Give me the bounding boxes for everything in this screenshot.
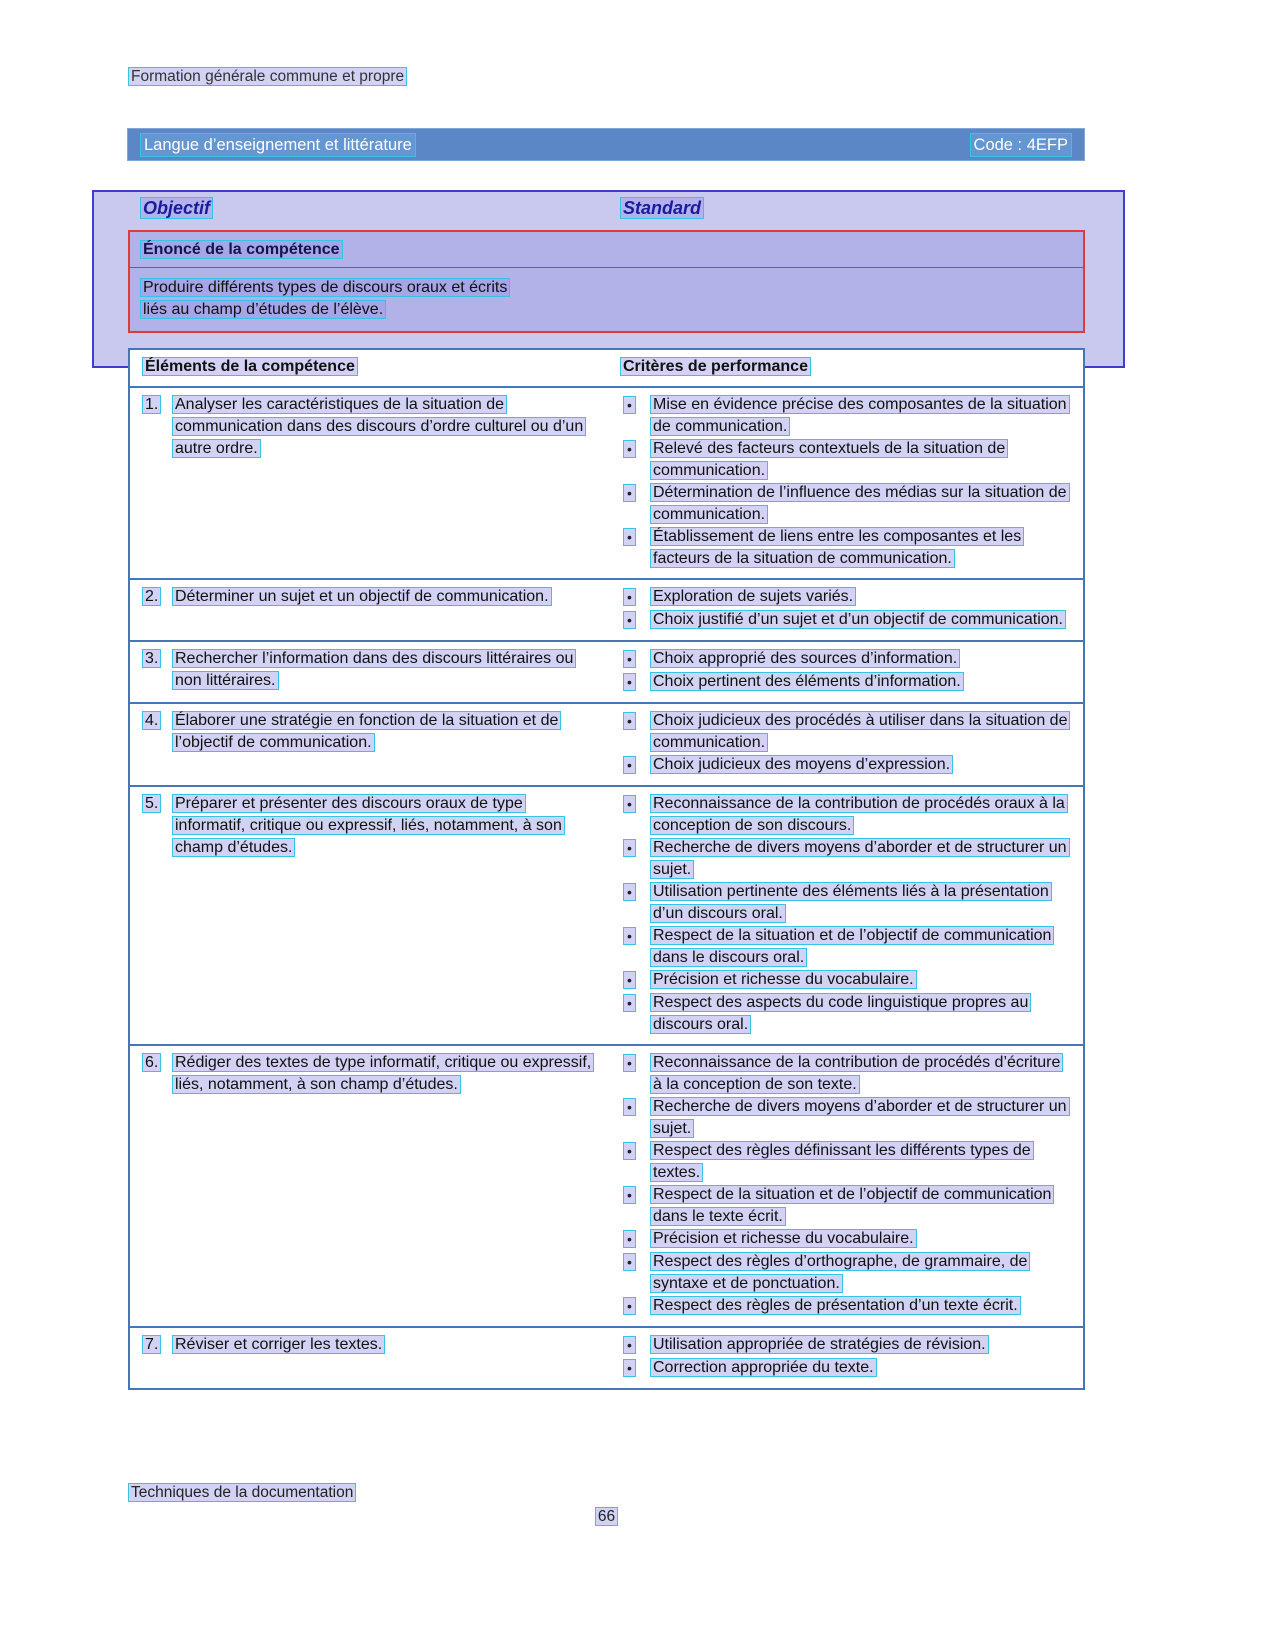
criterion-item <box>620 648 1073 671</box>
element-text: Réviser et corriger les textes. <box>172 1335 385 1354</box>
criterion-item <box>620 1357 1073 1380</box>
table-row <box>130 1326 1083 1388</box>
criterion-text: Reconnaissance de la contribution de procédés d’écriture à la conception de son texte. <box>650 1053 1063 1094</box>
column-header-criteres <box>608 356 1083 378</box>
row-number: 7. <box>142 1335 161 1354</box>
criterion-item <box>620 1251 1073 1295</box>
objectif-heading <box>140 197 213 219</box>
column-header-criteres-text: Critères de performance <box>620 357 811 376</box>
bullet-icon: • <box>623 1253 636 1271</box>
criterion-item <box>620 881 1073 925</box>
standard-heading-text: Standard <box>620 197 704 219</box>
criterion-item <box>620 1140 1073 1184</box>
criteria-cell <box>608 793 1083 1036</box>
criterion-item <box>620 925 1073 969</box>
criterion-text: Respect des aspects du code linguistique propres au discours oral. <box>650 993 1031 1034</box>
table-row <box>130 578 1083 640</box>
criterion-text: Correction appropriée du texte. <box>650 1358 877 1377</box>
column-header-elements-text: Éléments de la compétence <box>142 357 358 376</box>
criterion-text: Reconnaissance de la contribution de procédés oraux à la conception de son discours. <box>650 794 1068 835</box>
bullet-icon: • <box>623 396 636 414</box>
table-body <box>130 388 1083 1388</box>
bullet-icon: • <box>623 528 636 546</box>
criterion-text: Exploration de sujets variés. <box>650 587 856 606</box>
enonce-line-1: Produire différents types de discours oraux et écrits <box>140 278 510 297</box>
objectif-heading-text: Objectif <box>140 197 213 219</box>
bullet-icon: • <box>623 1098 636 1116</box>
bullet-icon: • <box>623 440 636 458</box>
course-header-bar <box>127 128 1085 161</box>
table-row <box>130 1044 1083 1326</box>
competence-table <box>128 348 1085 1390</box>
element-cell <box>130 710 608 777</box>
course-code: Code : 4EFP <box>970 133 1072 157</box>
criterion-item <box>620 609 1073 632</box>
enonce-competence-box <box>128 230 1085 333</box>
criterion-text: Choix judicieux des procédés à utiliser dans la situation de communication. <box>650 711 1070 752</box>
criterion-item <box>620 526 1073 570</box>
criteria-cell <box>608 710 1083 777</box>
page-number-text: 66 <box>595 1507 618 1526</box>
standard-heading <box>620 197 704 219</box>
document-section-label <box>128 66 407 88</box>
criterion-item <box>620 1228 1073 1251</box>
criterion-item <box>620 1052 1073 1096</box>
criteria-cell <box>608 648 1083 694</box>
footer-label-text: Techniques de la documentation <box>128 1483 356 1502</box>
criterion-text: Mise en évidence précise des composantes de la situation de communication. <box>650 395 1070 436</box>
criterion-item <box>620 1295 1073 1318</box>
row-number: 6. <box>142 1053 161 1072</box>
bullet-icon: • <box>623 588 636 606</box>
criterion-text: Recherche de divers moyens d’aborder et de structurer un sujet. <box>650 1097 1070 1138</box>
bullet-icon: • <box>623 673 636 691</box>
criterion-item <box>620 969 1073 992</box>
criterion-text: Précision et richesse du vocabulaire. <box>650 970 917 989</box>
criteria-cell <box>608 1334 1083 1380</box>
element-cell <box>130 648 608 694</box>
column-header-elements <box>130 356 608 378</box>
table-row <box>130 702 1083 785</box>
row-number: 3. <box>142 649 161 668</box>
course-title: Langue d’enseignement et littérature <box>140 133 416 157</box>
element-text: Rechercher l’information dans des discours littéraires ou non littéraires. <box>172 649 576 690</box>
criterion-text: Choix pertinent des éléments d’information. <box>650 672 964 691</box>
criterion-text: Respect de la situation et de l’objectif de communication dans le texte écrit. <box>650 1185 1054 1226</box>
bullet-icon: • <box>623 1359 636 1377</box>
footer-section-label <box>128 1482 356 1504</box>
enonce-line-2: liés au champ d’études de l’élève. <box>140 300 386 319</box>
criterion-text: Respect des règles de présentation d’un texte écrit. <box>650 1296 1021 1315</box>
criterion-text: Respect des règles définissant les différents types de textes. <box>650 1141 1034 1182</box>
element-cell <box>130 394 608 570</box>
table-row <box>130 388 1083 578</box>
criterion-item <box>620 837 1073 881</box>
criterion-item <box>620 1096 1073 1140</box>
enonce-heading-row <box>130 232 1083 268</box>
bullet-icon: • <box>623 756 636 774</box>
bullet-icon: • <box>623 883 636 901</box>
table-row <box>130 785 1083 1044</box>
bullet-icon: • <box>623 1054 636 1072</box>
criterion-text: Détermination de l’influence des médias sur la situation de communication. <box>650 483 1070 524</box>
criteria-cell <box>608 1052 1083 1318</box>
criterion-text: Respect des règles d’orthographe, de grammaire, de syntaxe et de ponctuation. <box>650 1252 1030 1293</box>
bullet-icon: • <box>623 927 636 945</box>
element-cell <box>130 586 608 632</box>
table-row <box>130 640 1083 702</box>
criterion-text: Utilisation pertinente des éléments liés à la présentation d’un discours oral. <box>650 882 1052 923</box>
element-text: Préparer et présenter des discours oraux de type informatif, critique ou expressif, liés, notamment, à son champ d’études. <box>172 794 565 857</box>
element-text: Analyser les caractéristiques de la situation de communication dans des discours d’ordre culturel ou d’un autre ordre. <box>172 395 586 458</box>
criterion-text: Choix judicieux des moyens d’expression. <box>650 755 953 774</box>
criterion-item <box>620 482 1073 526</box>
row-number: 4. <box>142 711 161 730</box>
objectif-standard-box <box>92 190 1125 368</box>
criteria-cell <box>608 586 1083 632</box>
row-number: 2. <box>142 587 161 606</box>
bullet-icon: • <box>623 712 636 730</box>
criterion-item <box>620 793 1073 837</box>
criterion-text: Établissement de liens entre les composantes et les facteurs de la situation de communication. <box>650 527 1024 568</box>
criterion-text: Relevé des facteurs contextuels de la situation de communication. <box>650 439 1008 480</box>
element-text: Élaborer une stratégie en fonction de la situation et de l’objectif de communication. <box>172 711 561 752</box>
criterion-item <box>620 671 1073 694</box>
page-number <box>128 1506 1085 1528</box>
element-cell <box>130 1052 608 1318</box>
bullet-icon: • <box>623 1142 636 1160</box>
criterion-text: Respect de la situation et de l’objectif de communication dans le discours oral. <box>650 926 1054 967</box>
bullet-icon: • <box>623 484 636 502</box>
bullet-icon: • <box>623 839 636 857</box>
criteria-cell <box>608 394 1083 570</box>
bullet-icon: • <box>623 795 636 813</box>
criterion-text: Choix justifié d’un sujet et d’un objectif de communication. <box>650 610 1066 629</box>
criterion-text: Choix approprié des sources d’information. <box>650 649 960 668</box>
bullet-icon: • <box>623 1186 636 1204</box>
bullet-icon: • <box>623 1336 636 1354</box>
row-number: 5. <box>142 794 161 813</box>
criterion-item <box>620 586 1073 609</box>
table-header-row <box>130 350 1083 388</box>
bullet-icon: • <box>623 971 636 989</box>
enonce-body <box>130 268 1083 331</box>
row-number: 1. <box>142 395 161 414</box>
criterion-item <box>620 1334 1073 1357</box>
bullet-icon: • <box>623 1230 636 1248</box>
criterion-text: Utilisation appropriée de stratégies de révision. <box>650 1335 989 1354</box>
criterion-text: Recherche de divers moyens d’aborder et de structurer un sujet. <box>650 838 1070 879</box>
criterion-item <box>620 1184 1073 1228</box>
criterion-item <box>620 394 1073 438</box>
criterion-item <box>620 754 1073 777</box>
bullet-icon: • <box>623 611 636 629</box>
criterion-item <box>620 710 1073 754</box>
element-text: Rédiger des textes de type informatif, critique ou expressif, liés, notamment, à son champ d’études. <box>172 1053 594 1094</box>
element-cell <box>130 1334 608 1380</box>
top-label-text: Formation générale commune et propre <box>128 67 407 86</box>
criterion-text: Précision et richesse du vocabulaire. <box>650 1229 917 1248</box>
enonce-heading-text: Énoncé de la compétence <box>140 240 343 259</box>
bullet-icon: • <box>623 1297 636 1315</box>
criterion-item <box>620 438 1073 482</box>
element-text: Déterminer un sujet et un objectif de communication. <box>172 587 552 606</box>
criterion-item <box>620 992 1073 1036</box>
bullet-icon: • <box>623 994 636 1012</box>
bullet-icon: • <box>623 650 636 668</box>
element-cell <box>130 793 608 1036</box>
